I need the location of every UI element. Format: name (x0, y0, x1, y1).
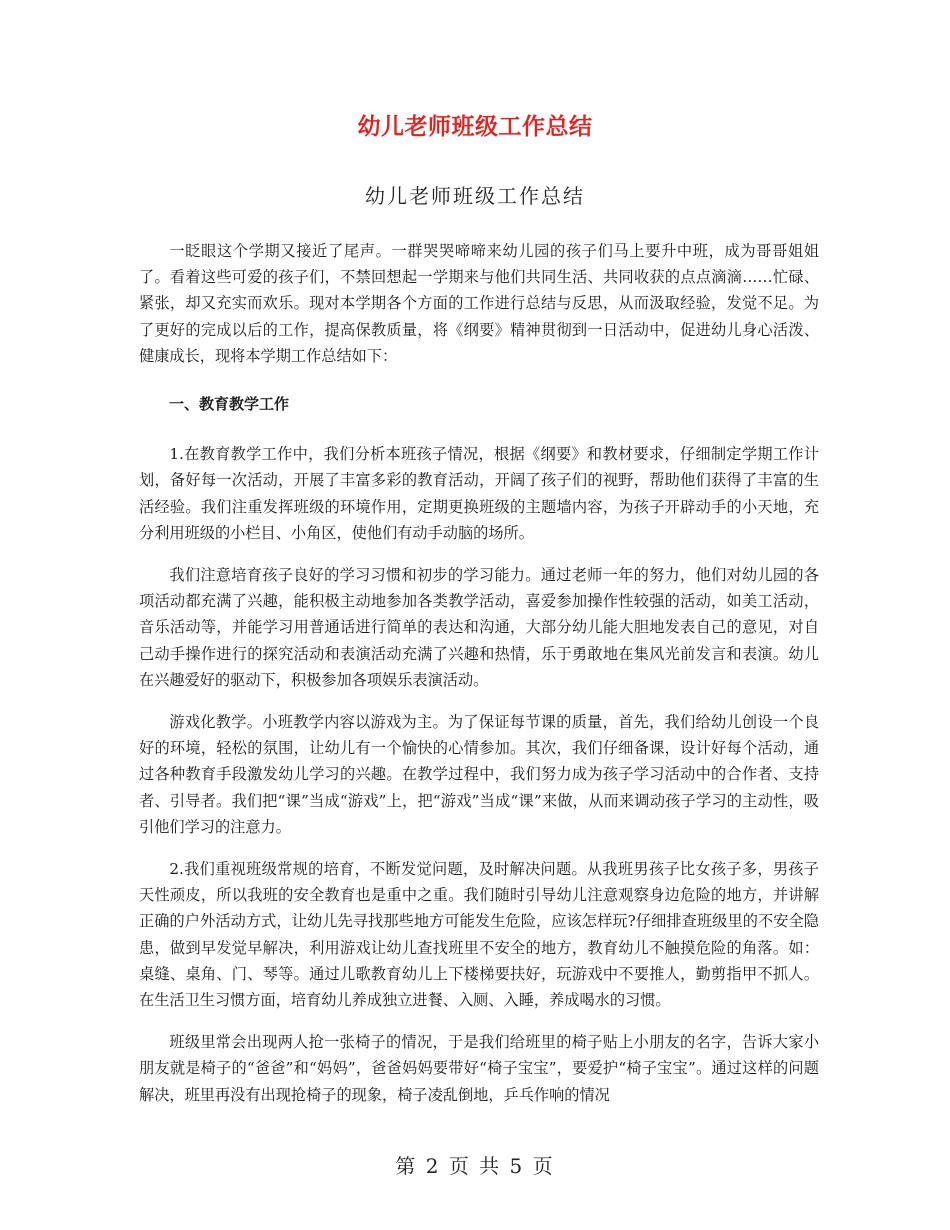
section-heading: 一、教育教学工作 (169, 395, 290, 414)
document-subtitle: 幼儿老师班级工作总结 (365, 184, 585, 208)
document-body (139, 238, 819, 1124)
page-footer: 第 2 页 共 5 页 (395, 1154, 555, 1178)
body-paragraph: 我们注意培育孩子良好的学习习惯和初步的学习能力。通过老师一年的努力，他们对幼儿园的各项活动都充满了兴趣，能积极主动地参加各类教学活动，喜爱参加操作性较强的活动，如美工活动，音乐活动等，并能学习用普通话进行简单的表达和沟通，大部分幼儿能大胆地发表自己的意见，对自己动手操作进行的探究活动和表演活动充满了兴趣和热情，乐于勇敢地在集风光前发言和表演。幼儿在兴趣爱好的驱动下，积极参加各项娱乐表演活动。 (139, 566, 819, 689)
body-paragraph: 1.在教育教学工作中，我们分析本班孩子情况，根据《纲要》和教材要求，仔细制定学期工作计划，备好每一次活动，开展了丰富多彩的教育活动，开阔了孩子们的视野，帮助他们获得了丰富的生活经验。我们注重发挥班级的环境作用，定期更换班级的主题墙内容，为孩子开辟动手的小天地，充分利用班级的小栏目、小角区，使他们有动手动脑的场所。 (139, 445, 819, 542)
body-paragraph: 班级里常会出现两人抢一张椅子的情况，于是我们给班里的椅子贴上小朋友的名字，告诉大家小朋友就是椅子的“爸爸”和“妈妈”，爸爸妈妈要带好“椅子宝宝”，要爱护“椅子宝宝”。通过这样的问题解决，班里再没有出现抢椅子的现象，椅子凌乱倒地，乒乓作响的情况 (139, 1033, 819, 1104)
document-title: 幼儿老师班级工作总结 (357, 114, 593, 140)
body-paragraph: 游戏化教学。小班教学内容以游戏为主。为了保证每节课的质量，首先，我们给幼儿创设一个良好的环境，轻松的氛围，让幼儿有一个愉快的心情参加。其次，我们仔细备课，设计好每个活动，通过各种教育手段激发幼儿学习的兴趣。在教学过程中，我们努力成为孩子学习活动中的合作者、支持者、引导者。我们把“课”当成“游戏”上，把“游戏”当成“课”来做，从而来调动孩子学习的主动性，吸引他们学习的注意力。 (139, 713, 819, 836)
body-paragraph: 2.我们重视班级常规的培育，不断发觉问题，及时解决问题。从我班男孩子比女孩子多，男孩子天性顽皮，所以我班的安全教育也是重中之重。我们随时引导幼儿注意观察身边危险的地方，并讲解正确的户外活动方式，让幼儿先寻找那些地方可能发生危险，应该怎样玩?仔细排查班级里的不安全隐患，做到早发觉早解决，利用游戏让幼儿查找班里不安全的地方，教育幼儿不触摸危险的角落。如：桌缝、桌角、门、琴等。通过儿歌教育幼儿上下楼梯要扶好，玩游戏中不要推人，勤剪指甲不抓人。在生活卫生习惯方面，培育幼儿养成独立进餐、入厕、入睡，养成喝水的习惯。 (139, 860, 819, 1010)
intro-paragraph: 一眨眼这个学期又接近了尾声。一群哭哭啼啼来幼儿园的孩子们马上要升中班，成为哥哥姐姐了。看着这些可爱的孩子们，不禁回想起一学期来与他们共同生活、共同收获的点点滴滴……忙碌、紧张，却又充实而欢乐。现对本学期各个方面的工作进行总结与反思，从而汲取经验，发觉不足。为了更好的完成以后的工作，提高保教质量，将《纲要》精神贯彻到一日活动中，促进幼儿身心活泼、健康成长，现将本学期工作总结如下： (139, 242, 819, 365)
